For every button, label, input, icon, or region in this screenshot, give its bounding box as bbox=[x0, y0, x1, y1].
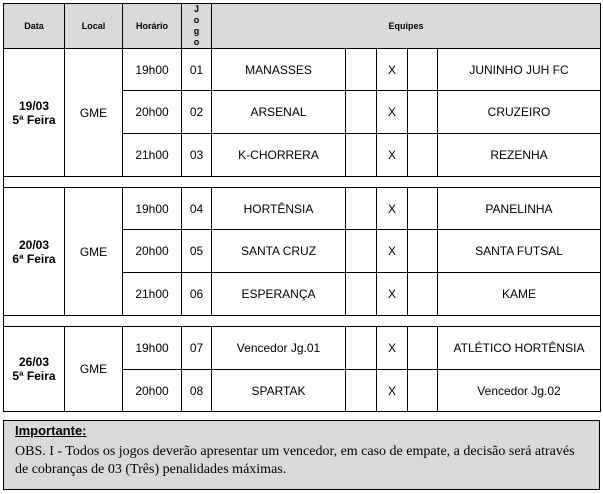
table-row bbox=[4, 49, 601, 91]
header-equipes: Equipes bbox=[212, 4, 601, 49]
versus: X bbox=[377, 273, 408, 316]
local-cell: GME bbox=[65, 49, 123, 177]
spacer-row bbox=[4, 316, 601, 327]
weekday: 5ª Feira bbox=[12, 369, 56, 383]
away-team: KAME bbox=[438, 273, 601, 316]
away-team: PANELINHA bbox=[438, 188, 601, 230]
away-team: JUNINHO JUH FC bbox=[438, 49, 601, 91]
header-row bbox=[4, 4, 601, 49]
score-home bbox=[346, 230, 377, 273]
home-team: HORTÊNSIA bbox=[212, 188, 346, 230]
date-cell bbox=[4, 327, 65, 412]
home-team: SANTA CRUZ bbox=[212, 230, 346, 273]
time-cell: 20h00 bbox=[123, 230, 182, 273]
home-team: SPARTAK bbox=[212, 370, 346, 412]
score-home bbox=[346, 188, 377, 230]
time-cell: 20h00 bbox=[123, 91, 182, 134]
date: 19/03 bbox=[18, 98, 50, 113]
time-cell: 21h00 bbox=[123, 273, 182, 316]
away-team: ATLÉTICO HORTÊNSIA bbox=[438, 327, 601, 370]
score-away bbox=[408, 230, 438, 273]
versus: X bbox=[377, 134, 408, 177]
header-horario: Horário bbox=[123, 4, 182, 49]
score-away bbox=[408, 91, 438, 134]
game-number: 06 bbox=[182, 273, 212, 316]
header-jogo bbox=[182, 4, 212, 49]
home-team: K-CHORRERA bbox=[212, 134, 346, 177]
date: 20/03 bbox=[18, 237, 50, 252]
local-cell: GME bbox=[65, 188, 123, 316]
notes-box bbox=[3, 420, 600, 490]
spacer-row bbox=[4, 177, 601, 188]
schedule-sheet bbox=[3, 3, 600, 491]
score-home bbox=[346, 327, 377, 370]
score-away bbox=[408, 188, 438, 230]
versus: X bbox=[377, 230, 408, 273]
game-number: 05 bbox=[182, 230, 212, 273]
date: 26/03 bbox=[18, 355, 50, 369]
score-away bbox=[408, 49, 438, 91]
time-cell: 21h00 bbox=[123, 134, 182, 177]
spacer-cell bbox=[4, 177, 601, 188]
spacer-cell bbox=[4, 316, 601, 327]
weekday: 5ª Feira bbox=[12, 112, 56, 127]
score-away bbox=[408, 370, 438, 412]
score-home bbox=[346, 49, 377, 91]
table-row bbox=[4, 327, 601, 370]
game-number: 07 bbox=[182, 327, 212, 370]
date-cell bbox=[4, 49, 65, 177]
game-number: 04 bbox=[182, 188, 212, 230]
game-number: 03 bbox=[182, 134, 212, 177]
score-home bbox=[346, 134, 377, 177]
score-away bbox=[408, 134, 438, 177]
home-team: ARSENAL bbox=[212, 91, 346, 134]
game-number: 01 bbox=[182, 49, 212, 91]
versus: X bbox=[377, 188, 408, 230]
game-number: 02 bbox=[182, 91, 212, 134]
notes-title: Importante: bbox=[15, 423, 87, 438]
header-jogo-label: Jogo bbox=[193, 4, 200, 47]
time-cell: 19h00 bbox=[123, 327, 182, 370]
time-cell: 19h00 bbox=[123, 188, 182, 230]
notes-body: OBS. I - Todos os jogos deverão apresentar um vencedor, em caso de empate, a decisão será através de cobranças de 03 (Três) penalidades máximas. bbox=[15, 444, 575, 477]
versus: X bbox=[377, 370, 408, 412]
header-data: Data bbox=[4, 4, 65, 49]
date-cell bbox=[4, 188, 65, 316]
weekday: 6ª Feira bbox=[12, 251, 56, 266]
away-team: SANTA FUTSAL bbox=[438, 230, 601, 273]
score-away bbox=[408, 327, 438, 370]
time-cell: 19h00 bbox=[123, 49, 182, 91]
score-home bbox=[346, 273, 377, 316]
time-cell: 20h00 bbox=[123, 370, 182, 412]
local-cell: GME bbox=[65, 327, 123, 412]
header-local: Local bbox=[65, 4, 123, 49]
schedule-table bbox=[3, 3, 601, 412]
away-team: REZENHA bbox=[438, 134, 601, 177]
away-team-note: Vencedor Jg.02 bbox=[438, 370, 601, 412]
versus: X bbox=[377, 91, 408, 134]
score-away bbox=[408, 273, 438, 316]
home-team: MANASSES bbox=[212, 49, 346, 91]
versus: X bbox=[377, 327, 408, 370]
home-team-note: Vencedor Jg.01 bbox=[212, 327, 346, 370]
table-row bbox=[4, 188, 601, 230]
game-number: 08 bbox=[182, 370, 212, 412]
home-team: ESPERANÇA bbox=[212, 273, 346, 316]
versus: X bbox=[377, 49, 408, 91]
score-home bbox=[346, 91, 377, 134]
away-team: CRUZEIRO bbox=[438, 91, 601, 134]
score-home bbox=[346, 370, 377, 412]
